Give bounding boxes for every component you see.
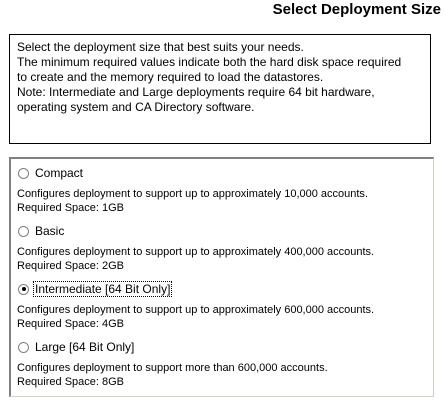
radio-compact[interactable] (17, 165, 427, 181)
option-description-intermediate: Configures deployment to support up to approximately 600,000 accounts. (17, 304, 375, 316)
radio-label-compact[interactable]: Compact (35, 166, 84, 180)
option-description-large: Configures deployment to support more than 600,000 accounts. (17, 362, 328, 374)
option-description-compact: Configures deployment to support up to approximately 10,000 accounts. (17, 188, 368, 200)
option-intermediate (17, 281, 427, 331)
deployment-options-panel (9, 157, 434, 397)
description-line: Note: Intermediate and Large deployments require 64 bit hardware, (17, 85, 375, 99)
description-line: Select the deployment size that best suits your needs. (17, 40, 304, 54)
description-panel (9, 34, 431, 144)
radio-button-large[interactable] (18, 342, 29, 353)
radio-intermediate[interactable] (17, 281, 427, 297)
option-space-compact: Required Space: 1GB (17, 202, 125, 214)
description-line: operating system and CA Directory software. (17, 100, 255, 114)
page-title: Select Deployment Size (272, 1, 441, 18)
radio-label-large[interactable]: Large [64 Bit Only] (35, 340, 135, 354)
option-compact (17, 165, 427, 215)
radio-button-intermediate[interactable] (18, 284, 29, 295)
option-space-large: Required Space: 8GB (17, 376, 125, 388)
radio-button-basic[interactable] (18, 226, 29, 237)
radio-label-intermediate[interactable]: Intermediate [64 Bit Only] (35, 282, 171, 296)
radio-label-basic[interactable]: Basic (35, 224, 65, 238)
option-space-intermediate: Required Space: 4GB (17, 318, 125, 330)
option-space-basic: Required Space: 2GB (17, 260, 125, 272)
option-basic (17, 223, 427, 273)
option-large (17, 339, 427, 389)
radio-button-compact[interactable] (18, 168, 29, 179)
description-line: The minimum required values indicate both the hard disk space required (17, 55, 402, 69)
radio-large[interactable] (17, 339, 427, 355)
radio-basic[interactable] (17, 223, 427, 239)
description-line: to create and the memory required to load the datastores. (17, 70, 324, 84)
option-description-basic: Configures deployment to support up to approximately 400,000 accounts. (17, 246, 375, 258)
